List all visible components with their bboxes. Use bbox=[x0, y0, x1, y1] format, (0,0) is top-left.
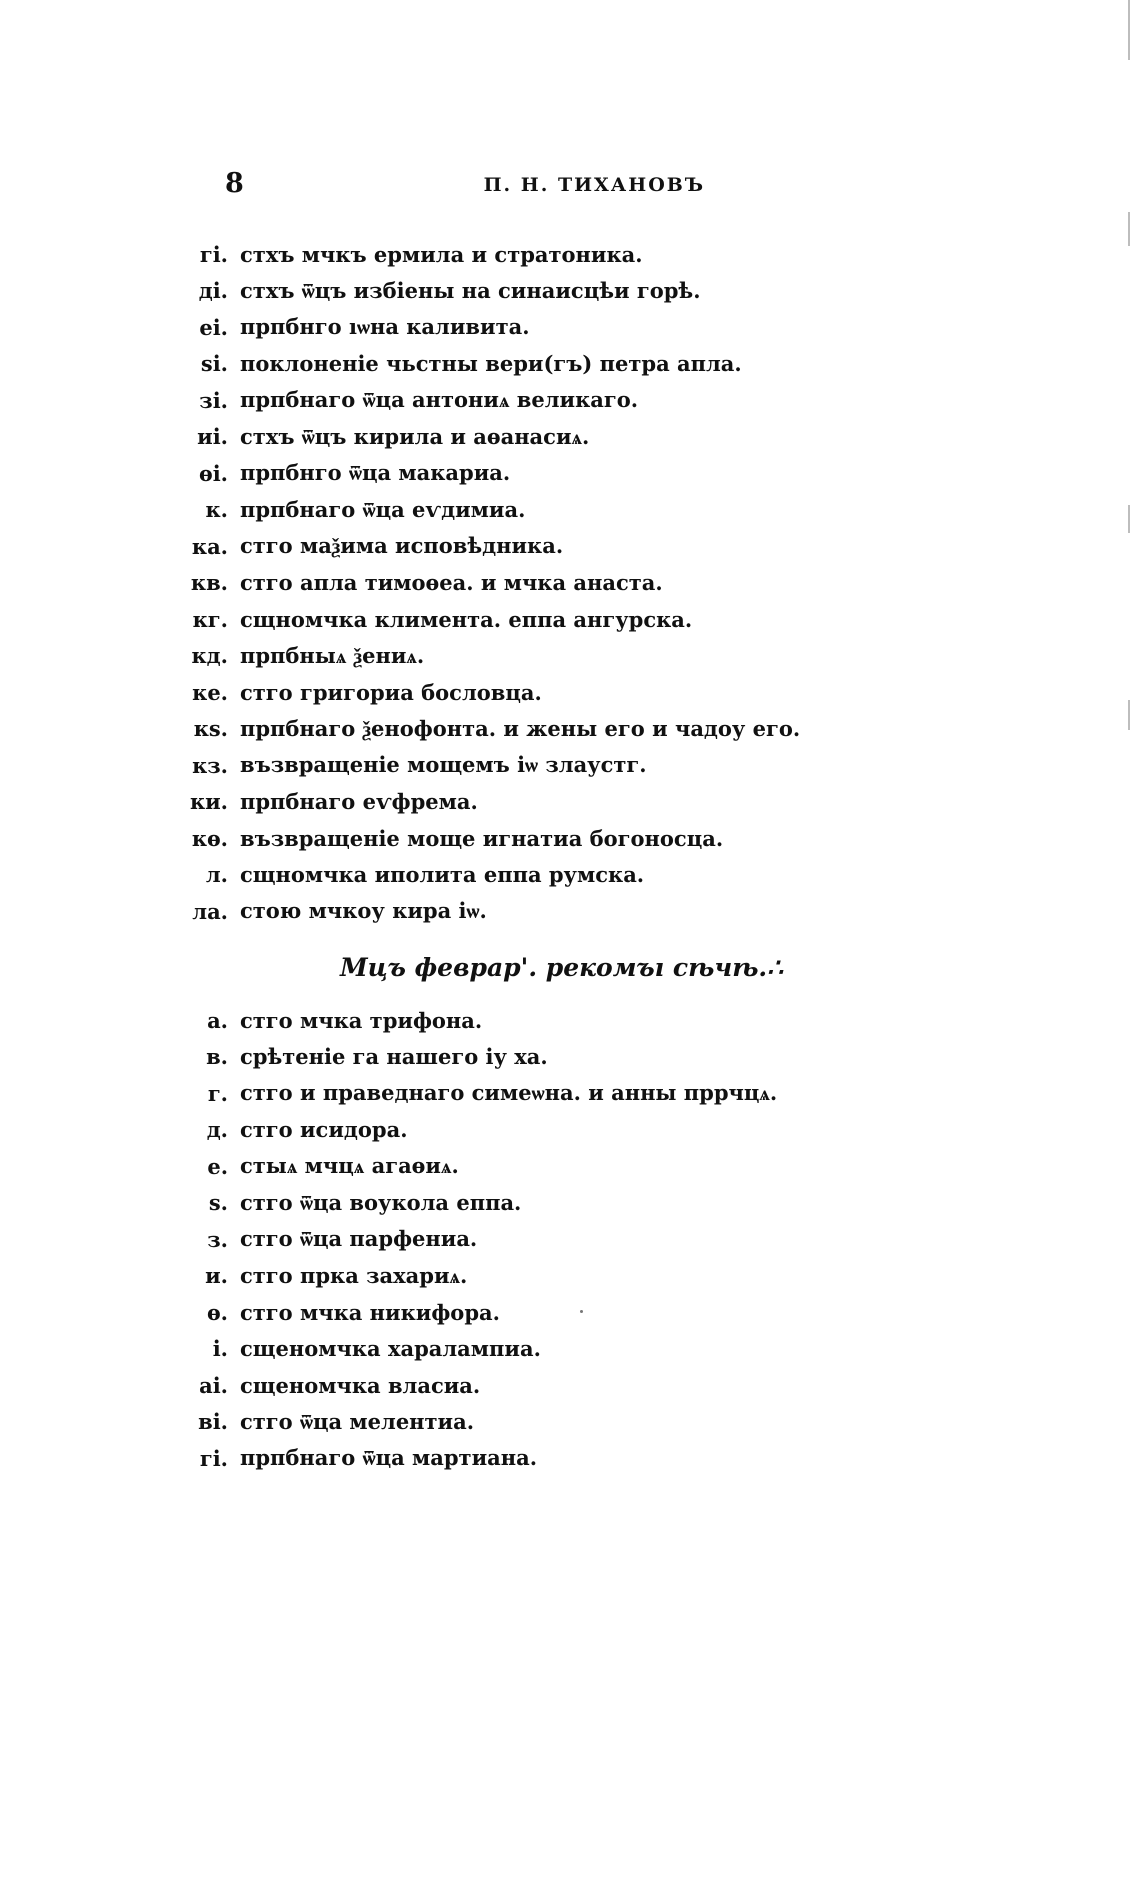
calendar-entry bbox=[178, 565, 800, 602]
entry-number: кѳ. bbox=[191, 825, 228, 851]
calendar-entry bbox=[178, 1404, 777, 1441]
entry-number: г. bbox=[207, 1080, 228, 1106]
calendar-entry bbox=[178, 711, 800, 748]
entry-text: сщномчка климента. еппа ангурска. bbox=[240, 606, 693, 632]
edge-mark bbox=[1128, 212, 1130, 246]
calendar-entry bbox=[178, 309, 800, 346]
entry-text: стго маѯима исповѣдника. bbox=[240, 533, 564, 559]
entry-text: стго и праведнаго симеѡна. и анны пррчцѧ. bbox=[240, 1080, 778, 1106]
entry-number: ке. bbox=[192, 679, 228, 705]
entry-text: стго прка захариѧ. bbox=[240, 1262, 468, 1288]
running-head: П. Н. ТИХАНОВЪ bbox=[483, 174, 705, 196]
edge-mark bbox=[1128, 0, 1130, 60]
calendar-entry bbox=[178, 1185, 777, 1222]
calendar-entry bbox=[178, 1294, 777, 1331]
entry-text: стго григориа бословца. bbox=[240, 679, 542, 705]
calendar-entry bbox=[178, 638, 800, 675]
calendar-entry bbox=[178, 273, 800, 310]
edge-mark bbox=[1128, 700, 1130, 730]
entry-number: кд. bbox=[191, 643, 228, 669]
calendar-entry bbox=[178, 455, 800, 492]
entry-number: ка. bbox=[191, 533, 228, 559]
edge-mark bbox=[1128, 505, 1130, 533]
entry-text: сщеномчка харалампиа. bbox=[240, 1336, 541, 1362]
calendar-entry bbox=[178, 857, 800, 894]
entry-text: стго исидора. bbox=[240, 1117, 408, 1143]
entry-text: стго апла тимоѳеа. и мчка анаста. bbox=[240, 570, 663, 596]
calendar-entry bbox=[178, 747, 800, 784]
entry-text: прпбнаго еѵфрема. bbox=[240, 789, 478, 815]
entry-text: стхъ мчкъ ермила и стратоника. bbox=[240, 241, 643, 267]
entry-number: аі. bbox=[199, 1372, 228, 1398]
calendar-entry bbox=[178, 419, 800, 456]
entry-text: сщеномчка власиа. bbox=[240, 1372, 481, 1398]
calendar-entry bbox=[178, 1112, 777, 1149]
calendar-entry bbox=[178, 1367, 777, 1404]
calendar-entry bbox=[178, 784, 800, 821]
entry-text: прпбнаго ѿца еѵдимиа. bbox=[240, 496, 526, 522]
entry-text: прпбныѧ ѯениѧ. bbox=[240, 642, 425, 668]
entry-text: възвращеніе моще игнатиа богоносца. bbox=[240, 825, 724, 851]
entry-text: прпбнаго ѯенофонта. и жены его и чадоу его. bbox=[240, 715, 801, 741]
entry-text: прпбнаго ѿца антониѧ великаго. bbox=[240, 387, 639, 413]
entry-text: стго мчка никифора. bbox=[240, 1299, 500, 1325]
entry-text: срѣтеніе га нашего іу ха. bbox=[240, 1044, 548, 1070]
entry-number: е. bbox=[207, 1153, 228, 1179]
calendar-entry bbox=[178, 1331, 777, 1368]
entry-text: стыѧ мчцѧ агаѳиѧ. bbox=[240, 1153, 459, 1179]
entry-number: ѕ. bbox=[208, 1190, 228, 1216]
entry-number: ѳ. bbox=[206, 1299, 228, 1325]
entry-text: стго ѿца мелентиа. bbox=[240, 1408, 475, 1434]
calendar-entry bbox=[178, 893, 800, 930]
entry-number: д. bbox=[206, 1117, 228, 1143]
entry-number: ві. bbox=[198, 1409, 228, 1435]
entry-number: кв. bbox=[190, 570, 228, 596]
entry-text: поклоненіе чьстны вери(гъ) петра апла. bbox=[240, 351, 742, 377]
calendar-entry bbox=[178, 1440, 777, 1477]
entry-number: к. bbox=[205, 497, 228, 523]
entry-number: л. bbox=[205, 862, 228, 888]
entry-text: стго мчка трифона. bbox=[240, 1007, 483, 1033]
entry-number: гі. bbox=[199, 1445, 228, 1471]
entry-number: і. bbox=[212, 1336, 228, 1362]
calendar-entry bbox=[178, 601, 800, 638]
calendar-entry bbox=[178, 674, 800, 711]
entry-number: а. bbox=[207, 1007, 228, 1033]
entry-text: стхъ ѿцъ избіены на синаисцѣи горѣ. bbox=[240, 277, 701, 303]
entry-text: прпбнаго ѿца мартиана. bbox=[240, 1445, 538, 1471]
calendar-entry bbox=[178, 528, 800, 565]
calendar-list-january bbox=[178, 236, 800, 930]
calendar-entry bbox=[178, 1221, 777, 1258]
entry-text: стою мчкоу кира іѡ. bbox=[240, 898, 487, 924]
entry-text: възвращеніе мощемъ іѡ злаустг. bbox=[240, 752, 647, 778]
page-header bbox=[225, 168, 705, 208]
page-number: 8 bbox=[225, 168, 244, 199]
calendar-entry bbox=[178, 1258, 777, 1295]
entry-number: з. bbox=[207, 1226, 228, 1252]
calendar-entry bbox=[178, 1002, 777, 1039]
section-heading: Мцъ феврар'. рекомъı сѣчѣ.∴ bbox=[340, 953, 784, 982]
calendar-entry bbox=[178, 236, 800, 273]
entry-number: ѳі. bbox=[199, 460, 228, 486]
entry-number: кг. bbox=[192, 606, 228, 632]
entry-text: сщномчка иполита еппа румска. bbox=[240, 862, 645, 888]
calendar-entry bbox=[178, 492, 800, 529]
calendar-entry bbox=[178, 346, 800, 383]
entry-text: прпбнго ѿца макариа. bbox=[240, 460, 511, 486]
calendar-entry bbox=[178, 382, 800, 419]
entry-number: кз. bbox=[192, 752, 228, 778]
scan-speck bbox=[580, 1310, 583, 1313]
entry-text: стхъ ѿцъ кирила и аѳанасиѧ. bbox=[240, 423, 590, 449]
entry-number: и. bbox=[205, 1263, 228, 1289]
calendar-entry bbox=[178, 1039, 777, 1076]
entry-number: кѕ. bbox=[193, 716, 228, 742]
entry-number: еі. bbox=[199, 314, 228, 340]
entry-text: прпбнго ıѡна каливита. bbox=[240, 314, 530, 340]
entry-number: в. bbox=[206, 1044, 228, 1070]
entry-text: стго ѿца парфениа. bbox=[240, 1226, 478, 1252]
entry-number: иі. bbox=[197, 424, 228, 450]
entry-number: ла. bbox=[192, 898, 228, 924]
entry-number: ді. bbox=[198, 278, 228, 304]
calendar-list-february bbox=[178, 1002, 777, 1477]
calendar-entry bbox=[178, 820, 800, 857]
entry-number: ѕі. bbox=[200, 351, 228, 377]
entry-number: зі. bbox=[199, 387, 228, 413]
calendar-entry bbox=[178, 1075, 777, 1112]
entry-text: стго ѿца воукола еппа. bbox=[240, 1189, 522, 1215]
entry-number: гі. bbox=[199, 241, 228, 267]
calendar-entry bbox=[178, 1148, 777, 1185]
entry-number: ки. bbox=[189, 789, 228, 815]
